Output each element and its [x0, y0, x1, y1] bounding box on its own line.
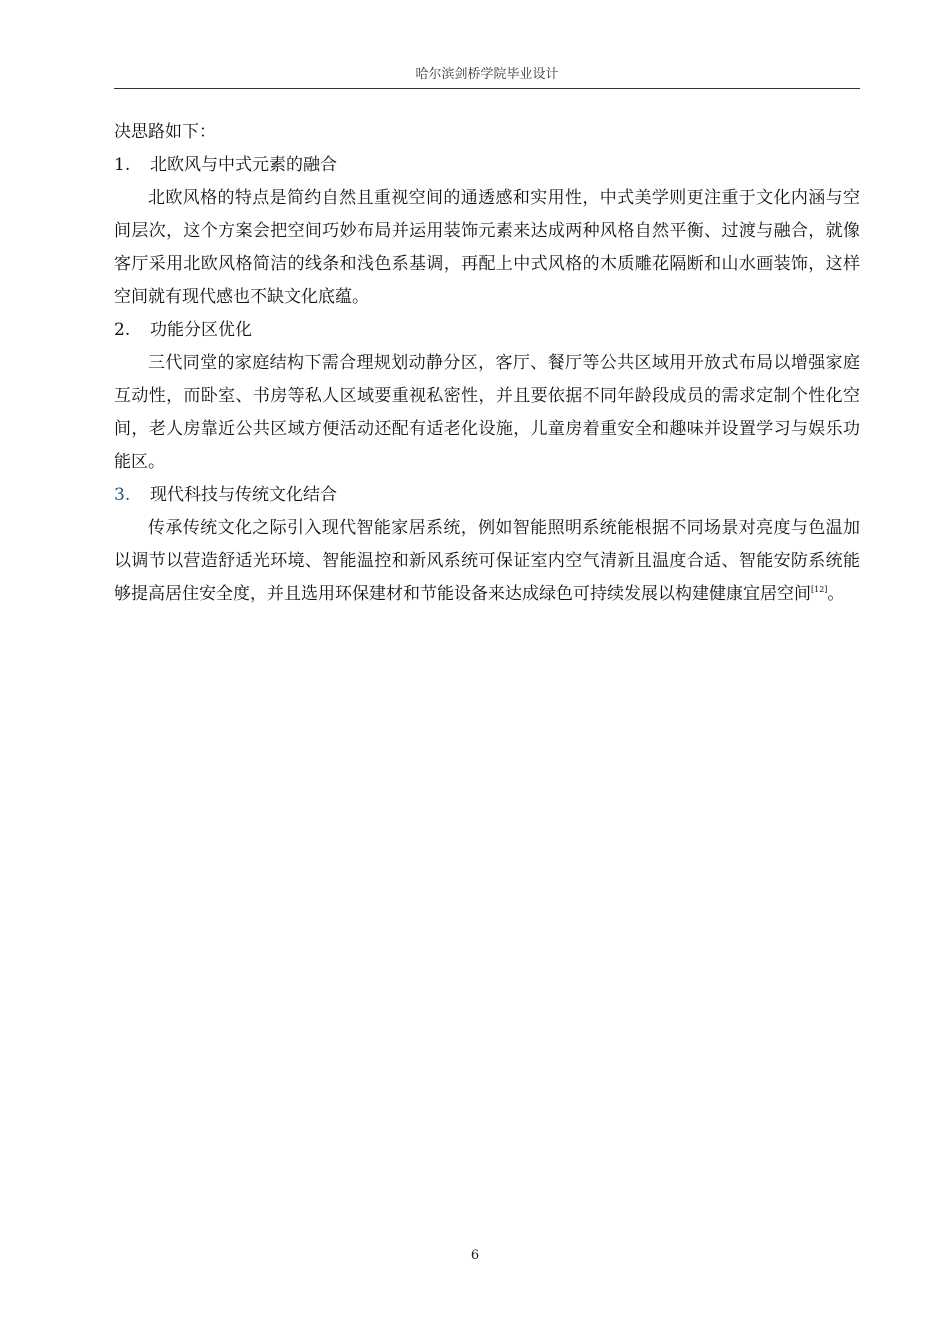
header-title: 哈尔滨剑桥学院毕业设计 [415, 67, 559, 82]
section-heading-1 [114, 149, 860, 182]
section-heading-3 [114, 479, 860, 512]
page-header [114, 64, 860, 89]
intro-text: 决思路如下： [114, 122, 216, 142]
section-number: 2. [114, 320, 131, 340]
section-paragraph-2: 三代同堂的家庭结构下需合理规划动静分区，客厅、餐厅等公共区域用开放式布局以增强家庭互动性，而卧室、书房等私人区域要重视私密性，并且要依据不同年龄段成员的需求定制个性化空间，老人房靠近公共区域方便活动还配有适老化设施，儿童房着重安全和趣味并设置学习与娱乐功能区。 [114, 353, 860, 472]
section-title: 现代科技与传统文化结合 [150, 485, 337, 505]
citation-ref[interactable]: [12] [811, 585, 828, 594]
page-number: 6 [470, 1248, 480, 1263]
section-title: 功能分区优化 [150, 320, 252, 340]
section-paragraph-1: 北欧风格的特点是简约自然且重视空间的通透感和实用性，中式美学则更注重于文化内涵与空间层次，这个方案会把空间巧妙布局并运用装饰元素来达成两种风格自然平衡、过渡与融合，就像客厅采用北欧风格简洁的线条和浅色系基调，再配上中式风格的木质雕花隔断和山水画装饰，这样空间就有现代感也不缺文化底蕴。 [114, 188, 860, 307]
document-body [114, 116, 860, 611]
section-number: 1. [114, 155, 131, 175]
section-paragraph-3 [114, 512, 860, 611]
section-title: 北欧风与中式元素的融合 [150, 155, 337, 175]
paragraph-end: 。 [827, 584, 845, 604]
section-heading-2 [114, 314, 860, 347]
section-number: 3. [114, 485, 131, 505]
paragraph-text: 传承传统文化之际引入现代智能家居系统，例如智能照明系统能根据不同场景对亮度与色温加以调节以营造舒适光环境、智能温控和新风系统可保证室内空气清新且温度合适、智能安防系统能够提高居住安全度，并且选用环保建材和节能设备来达成绿色可持续发展以构建健康宜居空间 [114, 518, 860, 604]
